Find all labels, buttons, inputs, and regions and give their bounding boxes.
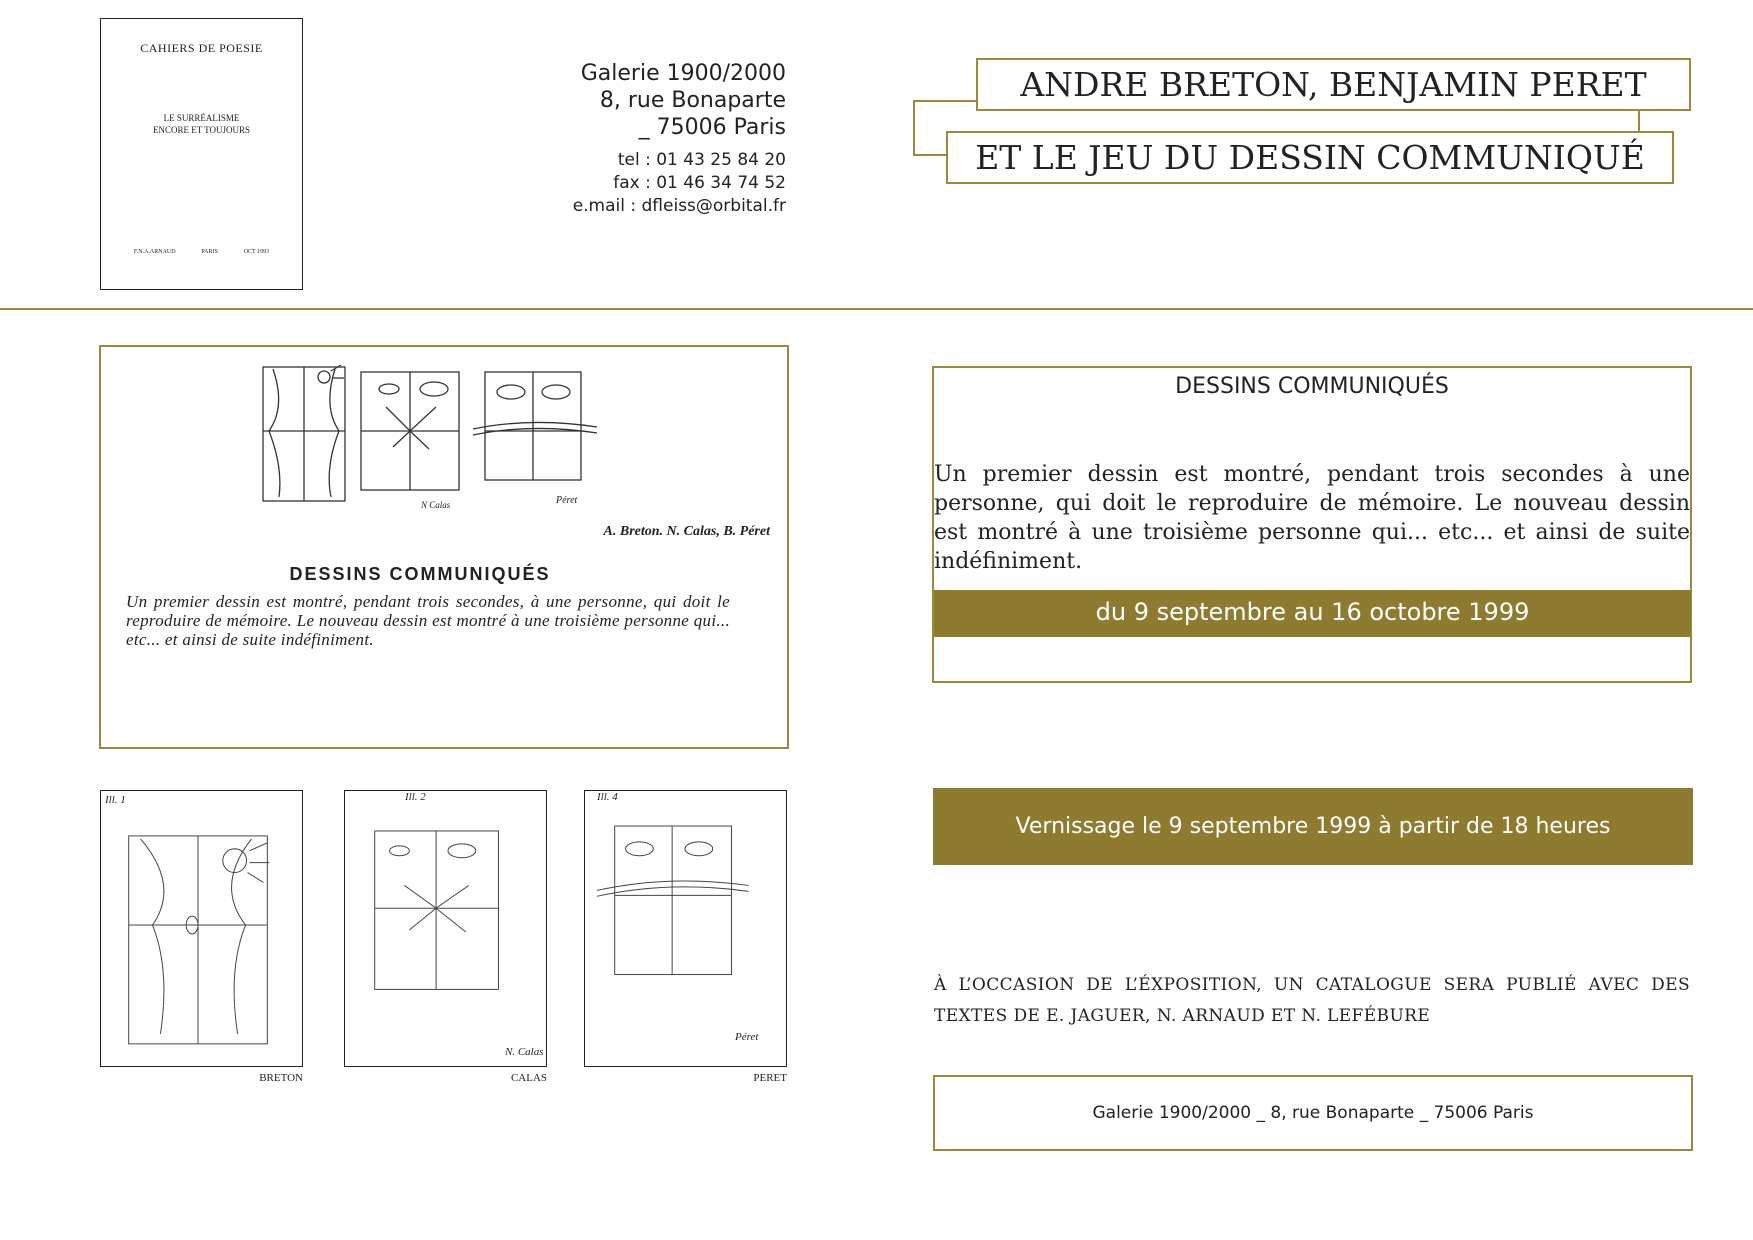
gallery-street: 8, rue Bonaparte [599,88,786,113]
gallery-email[interactable]: e.mail : dfleiss@orbital.fr [572,196,786,216]
drawing-frame-peret [584,790,787,1067]
title-bracket-left-vert [913,100,915,156]
title-line-1: ANDRE BRETON, BENJAMIN PERET [976,58,1691,111]
dessins-text: Un premier dessin est montré, pendant trois secondes à une personne, qui doit le reproduire de mémoire. Le nouveau dessin est montré à une troisième personne qui... etc... et ainsi de suite indéfiniment. [934,462,1690,574]
title-bracket-left-bottom [913,154,947,156]
title-bracket-right-vert [1638,111,1640,132]
card-text: Un premier dessin est montré, pendant trois secondes, à une personne, qui doit le reproduire de mémoire. Le nouveau dessin est montré à une troisième personne qui... etc... et ainsi de suite indéfiniment. [126,592,730,649]
cover-series: CAHIERS DE POESIE [140,41,263,55]
gallery-name: Galerie 1900/2000 [580,61,786,86]
title-line-2: ET LE JEU DU DESSIN COMMUNIQUÉ [946,131,1674,184]
drawing-breton [101,791,302,1066]
cover-subtitle-line2: ENCORE ET TOUJOURS [152,125,250,135]
drawing-peret [585,791,786,1066]
top-divider [0,308,1753,310]
gallery-tel: tel : 01 43 25 84 20 [617,150,786,170]
card-drawing-peret [473,372,597,480]
drawing-calas [345,791,546,1066]
drawing-peret-signature: Péret [735,1031,759,1043]
drawing-breton-mark: Ill. 1 [105,794,126,806]
reproduction-card [99,345,789,749]
card-drawing-breton [263,365,345,501]
card-signature-calas: N Calas [421,500,451,510]
title-bracket-left-top [913,100,977,102]
gallery-city: _ 75006 Paris [638,115,786,140]
cover-footer-center: PARIS [201,249,218,255]
vernissage-banner: Vernissage le 9 septembre 1999 à partir de 18 heures [933,788,1693,865]
cover-footer-right: OCT 1993 [243,249,270,255]
gallery-fax: fax : 01 46 34 74 52 [613,173,786,193]
book-cover [100,18,303,290]
dessins-title: DESSINS COMMUNIQUÉS [1175,374,1449,399]
drawing-calas-signature: N. Calas [505,1046,544,1058]
cover-footer [101,249,302,255]
drawing-calas-mark: Ill. 2 [405,791,426,803]
drawing-label-breton: BRETON [259,1072,303,1084]
gallery-address [430,60,786,218]
footer-address: Galerie 1900/2000 _ 8, rue Bonaparte _ 75006 Paris [933,1075,1693,1151]
drawing-peret-mark: Ill. 4 [597,791,618,803]
cover-subtitle-line1: LE SURRÉALISME [163,113,240,123]
card-signature-peret: Péret [556,495,578,506]
cover-footer-left: F.N.A.ARNAUD [133,249,176,255]
cover-subtitle [101,112,302,136]
drawing-label-peret: PERET [753,1072,787,1084]
card-heading: DESSINS COMMUNIQUÉS [289,564,551,584]
card-caption: A. Breton. N. Calas, B. Péret [603,524,770,539]
drawing-label-calas: CALAS [510,1072,547,1084]
exhibition-dates: du 9 septembre au 16 octobre 1999 [934,590,1691,637]
drawing-frame-breton [100,790,303,1067]
drawing-frame-calas [344,790,547,1067]
catalogue-note: À L’OCCASION DE L’ÉXPOSITION, UN CATALOGUE SERA PUBLIÉ AVEC DES TEXTES DE E. JAGUER, N. ARNAUD ET N. LEFÉBURE [934,975,1690,1026]
card-drawing-calas [361,372,459,490]
